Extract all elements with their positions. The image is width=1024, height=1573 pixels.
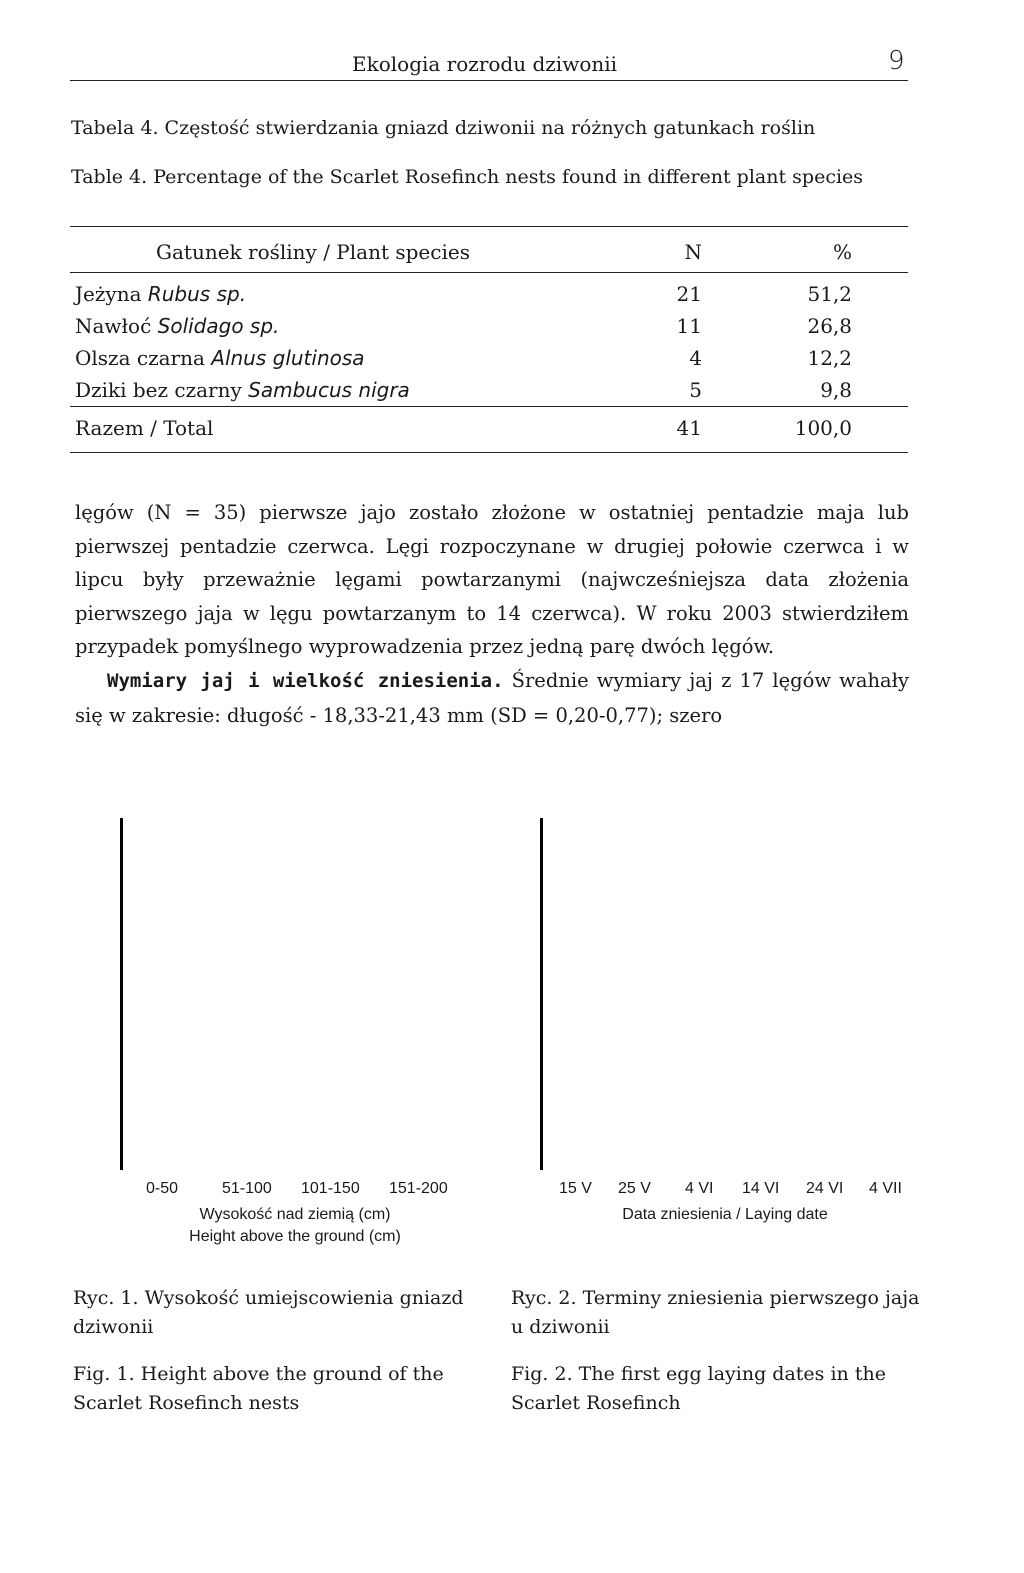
species-name: Jeżyna bbox=[75, 282, 142, 306]
row-pct: 9,8 bbox=[820, 378, 852, 402]
row-n: 21 bbox=[676, 282, 702, 306]
species-latin: Sambucus nigra bbox=[248, 378, 410, 402]
y-axis-line bbox=[120, 818, 123, 1170]
species-latin: Alnus glutinosa bbox=[211, 346, 365, 370]
figure-2-caption-en: Fig. 2. The first egg laying dates in the Scarlet Rosefinch bbox=[511, 1363, 886, 1414]
y-axis-line bbox=[540, 818, 543, 1170]
total-pct: 100,0 bbox=[794, 416, 852, 440]
tick-label: 101-150 bbox=[301, 1180, 360, 1197]
row-n: 4 bbox=[689, 346, 702, 370]
table-header-rule bbox=[70, 272, 908, 273]
species-latin: Solidago sp. bbox=[157, 314, 280, 338]
paragraph-text: Średnie wymiary jaj z 17 lęgów wahały się w zakresie: długość - 18,33-21,43 mm (SD = 0,20-0,77); szero bbox=[75, 668, 909, 727]
x-axis-label-pl: Wysokość nad ziemią (cm) bbox=[199, 1206, 391, 1223]
total-label: Razem / Total bbox=[75, 416, 214, 440]
table-caption-en: Table 4. Percentage of the Scarlet Rosefinch nests found in different plant species bbox=[71, 166, 864, 188]
total-n: 41 bbox=[676, 416, 702, 440]
tick-label: 14 VI bbox=[742, 1180, 780, 1197]
tick-label: 151-200 bbox=[389, 1180, 448, 1197]
table-total-rule bbox=[70, 406, 908, 407]
header-n: N bbox=[684, 240, 702, 264]
species-name: Dziki bez czarny bbox=[75, 378, 242, 402]
section-heading: Wymiary jaj i wielkość zniesienia. bbox=[107, 669, 504, 692]
table-top-rule bbox=[70, 226, 908, 227]
x-axis-label-en: Height above the ground (cm) bbox=[189, 1228, 401, 1245]
tick-label: 4 VII bbox=[869, 1180, 902, 1197]
row-pct: 51,2 bbox=[807, 282, 852, 306]
species-name: Olsza czarna bbox=[75, 346, 205, 370]
paragraph-egg-size bbox=[75, 664, 909, 732]
tick-label: 51-100 bbox=[222, 1180, 272, 1197]
tick-label: 25 V bbox=[618, 1180, 651, 1197]
figure-1-caption-pl: Ryc. 1. Wysokość umiejscowienia gniazd dziwonii bbox=[73, 1287, 464, 1338]
running-header: Ekologia rozrodu dziwonii bbox=[352, 52, 618, 76]
species-name: Nawłoć bbox=[75, 314, 152, 338]
header-species: Gatunek rośliny / Plant species bbox=[156, 240, 470, 264]
tick-label: 24 VI bbox=[806, 1180, 844, 1197]
table-bottom-rule bbox=[70, 452, 908, 453]
tick-label: 4 VI bbox=[685, 1180, 714, 1197]
paragraph: lęgów (N = 35) pierwsze jajo zostało złożone w ostatniej pentadzie maja lub pierwszej pentadzie czerwca. Lęgi rozpoczynane w drugiej połowie czerwca i w lipcu były przeważnie lęgami powtarzanymi (najwcześniejsza data złożenia pierwszego jaja w lęgu powtarzanym to 14 czerwca). W roku 2003 stwierdziłem przypadek pomyślnego wyprowadzenia przez jedną parę dwóch lęgów. bbox=[75, 501, 909, 659]
row-n: 5 bbox=[689, 378, 702, 402]
figure-1-caption-en: Fig. 1. Height above the ground of the Scarlet Rosefinch nests bbox=[73, 1363, 444, 1414]
tick-label: 15 V bbox=[559, 1180, 592, 1197]
tick-label: 0-50 bbox=[146, 1180, 179, 1197]
species-latin: Rubus sp. bbox=[147, 282, 247, 306]
table-caption-pl: Tabela 4. Częstość stwierdzania gniazd dziwonii na różnych gatunkach roślin bbox=[71, 117, 816, 139]
row-pct: 12,2 bbox=[807, 346, 852, 370]
header-rule bbox=[70, 80, 908, 81]
page-number: 9 bbox=[888, 46, 905, 76]
x-axis-label: Data zniesienia / Laying date bbox=[622, 1206, 828, 1223]
body-text bbox=[75, 496, 909, 732]
figure-2-caption-pl: Ryc. 2. Terminy zniesienia pierwszego jaja u dziwonii bbox=[511, 1287, 920, 1338]
header-pct: % bbox=[832, 240, 852, 264]
row-n: 11 bbox=[676, 314, 702, 338]
row-pct: 26,8 bbox=[807, 314, 852, 338]
